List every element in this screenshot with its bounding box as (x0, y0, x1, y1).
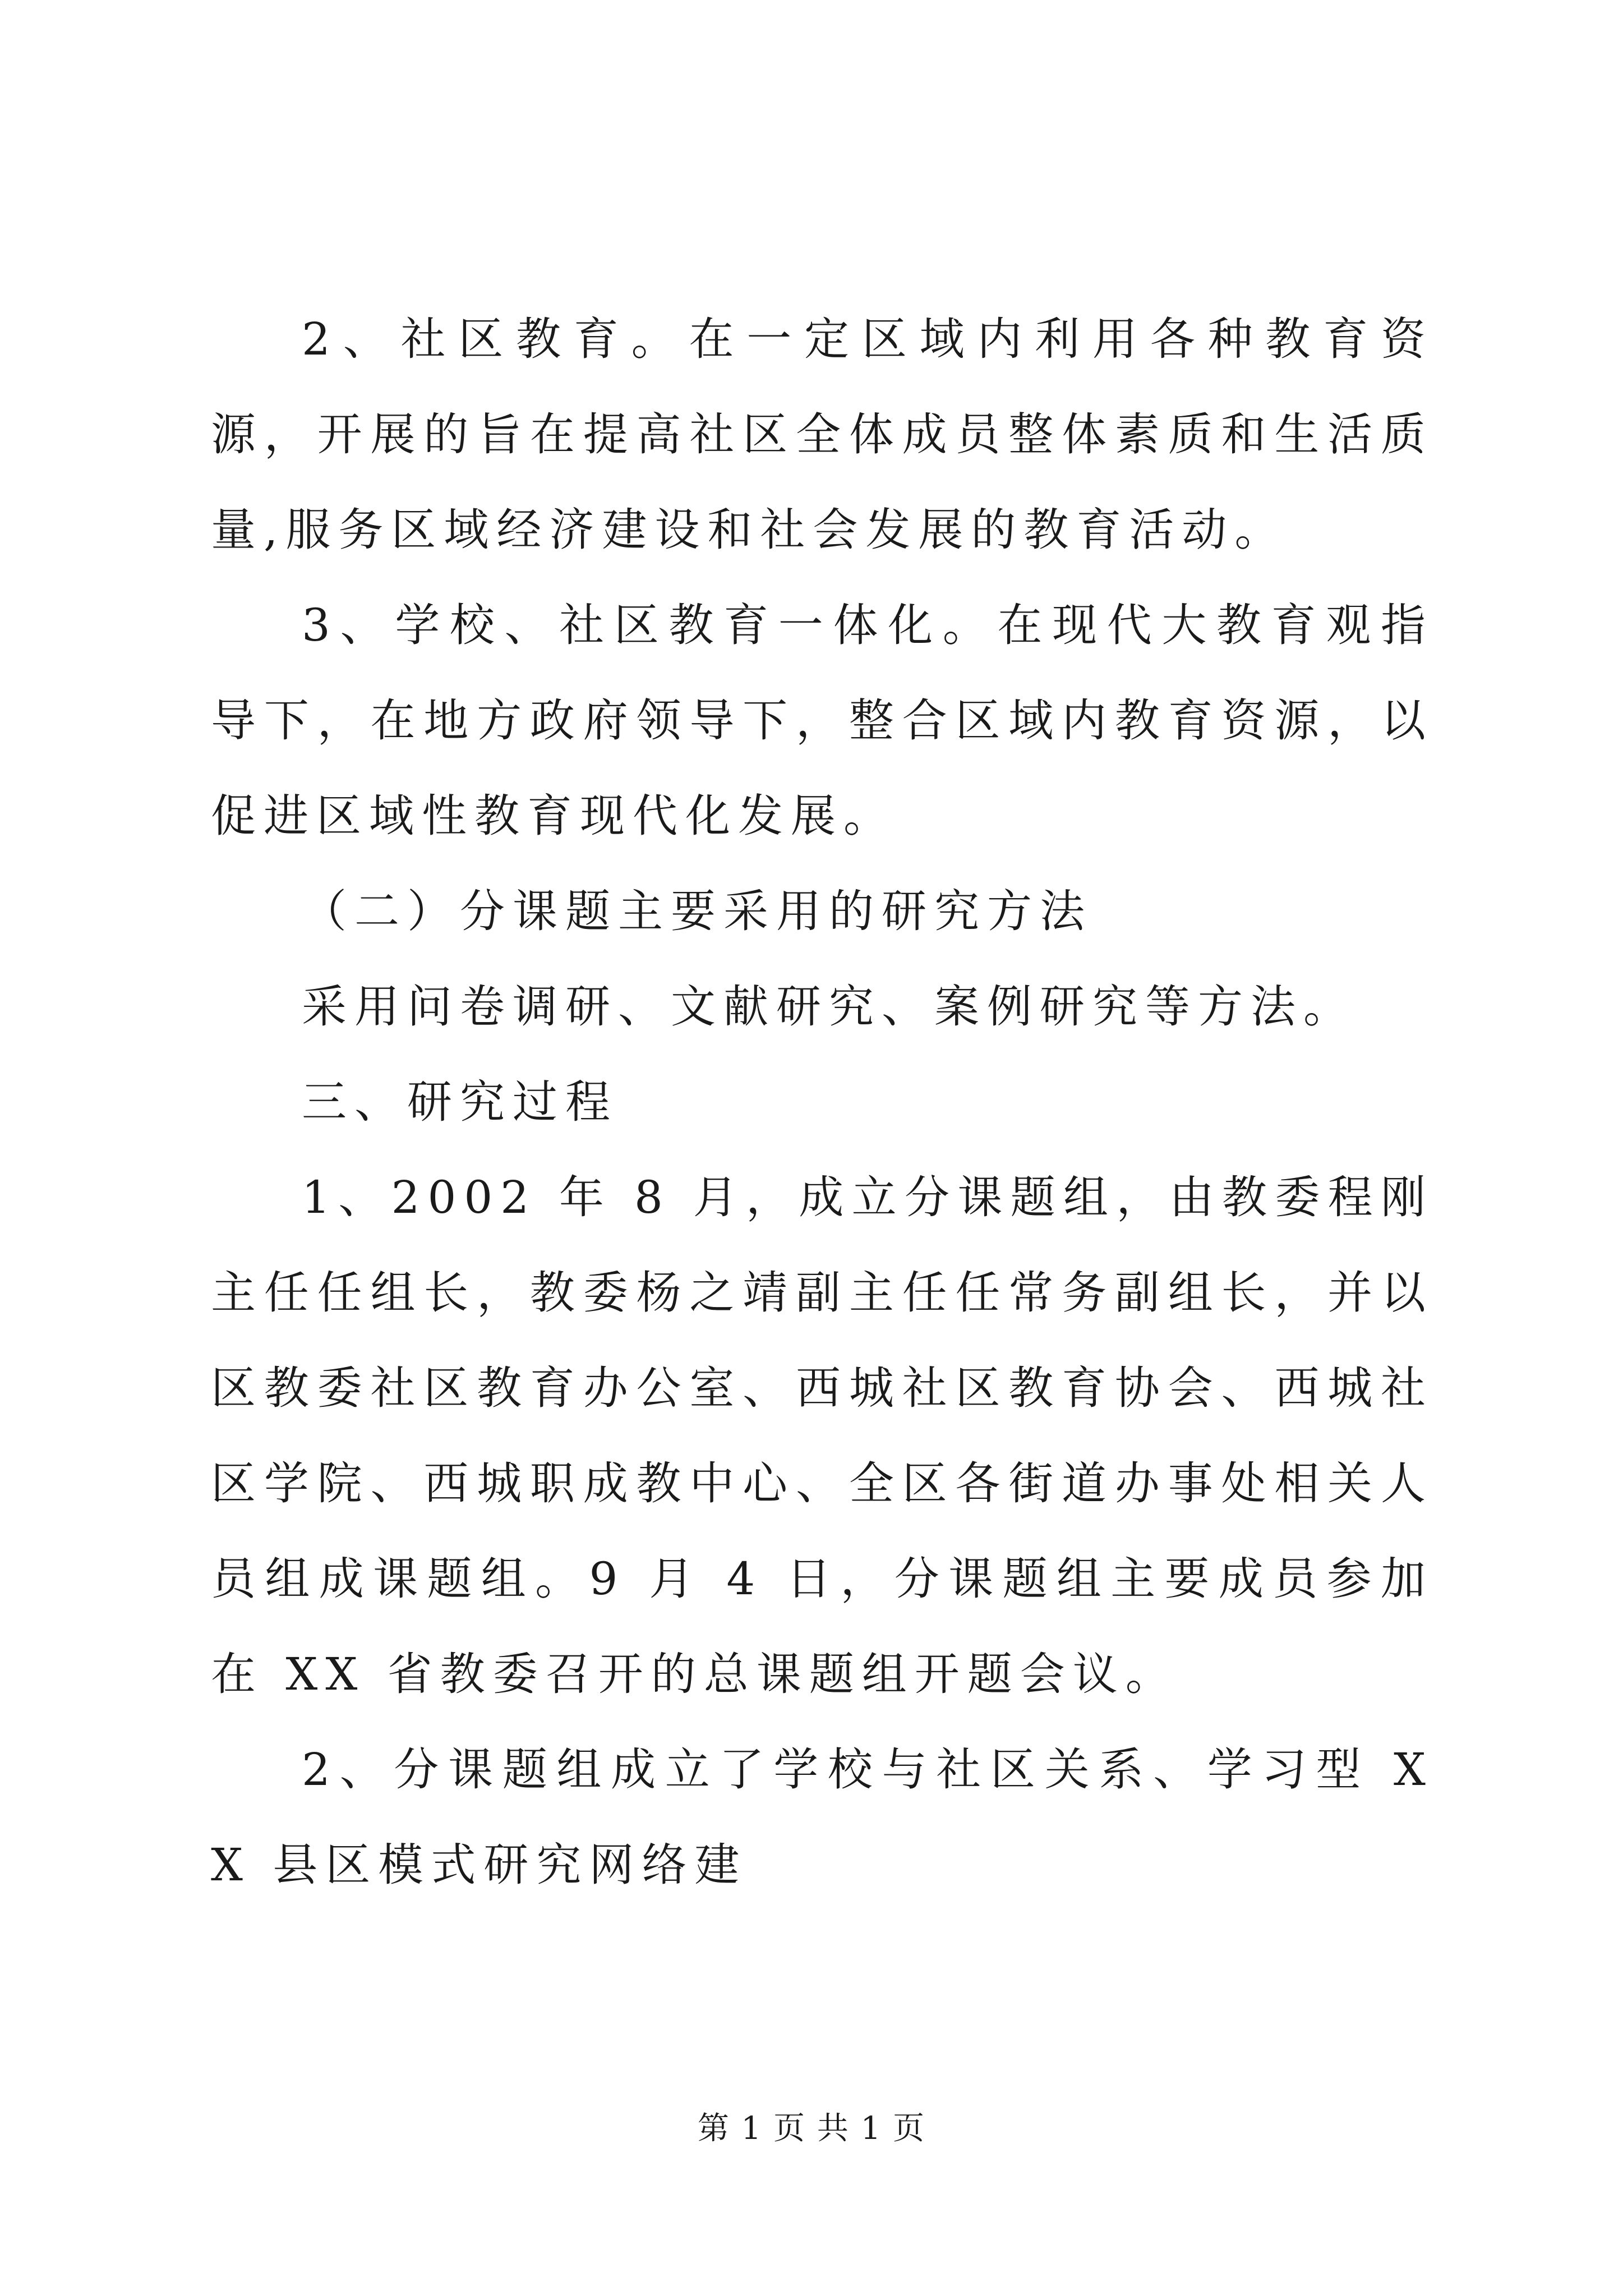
paragraph-school-community-integration: 3、学校、社区教育一体化。在现代大教育观指导下，在地方政府领导下，整合区域内教育资源，以促进区域性教育现代化发展。 (211, 599, 1433, 842)
paragraph-community-education: 2、社区教育。在一定区域内利用各种教育资源，开展的旨在提高社区全体成员整体素质和生活质量,服务区域经济建设和社会发展的教育活动。 (211, 313, 1433, 556)
paragraph-process-step-1: 1、2002 年 8 月，成立分课题组，由教委程刚主任任组长，教委杨之靖副主任任常务副组长，并以区教委社区教育办公室、西城社区教育协会、西城社区学院、西城职成教中心、全区各街道办事处相关人员组成课题组。9 月 4 日，分课题组主要成员参加在 XX 省教委召开的总课题组开题会议。 (211, 1171, 1433, 1700)
page-number-footer: 第 1 页 共 1 页 (697, 2110, 926, 2147)
heading-research-process: 三、研究过程 (302, 1076, 618, 1128)
paragraph-process-step-2: 2、分课题组成立了学校与社区关系、学习型 XX 县区模式研究网络建 (211, 1743, 1433, 1891)
paragraph-research-methods: 采用问卷调研、文献研究、案例研究等方法。 (302, 981, 1356, 1033)
document-body (211, 292, 1433, 1913)
heading-research-methods: （二）分课题主要采用的研究方法 (302, 885, 1092, 937)
